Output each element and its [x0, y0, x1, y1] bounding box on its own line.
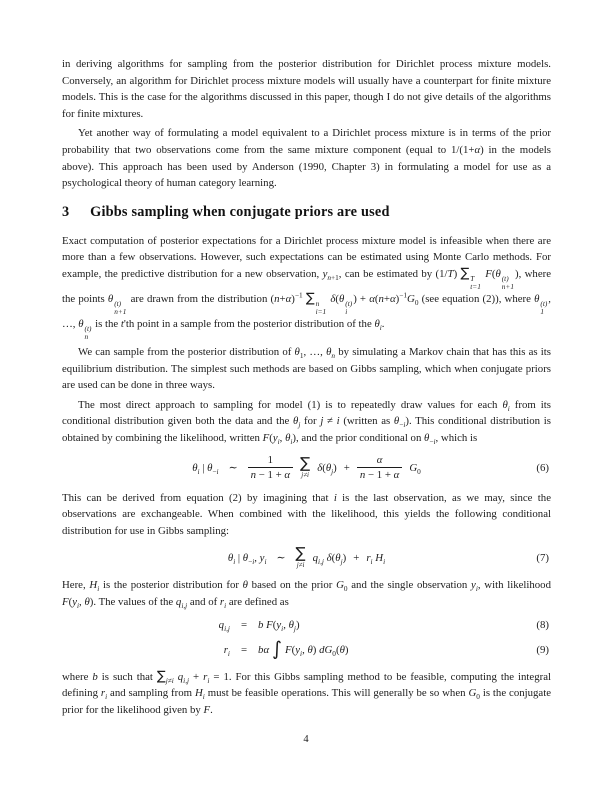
- paragraph-7: Here, $H_i$ is the posterior distribution for θ based on the prior $G_0$ and the single observation $y_i$, with likelihood $F(y_i$, θ). The values of the $q_{i,j}$ and of $r_i$ are defined as: [62, 579, 551, 611]
- page-content: [62, 56, 551, 721]
- eq6-fraction-1: $\frac{1}{n - 1 + \alpha}$: [248, 454, 293, 482]
- equation-group-8-9: [62, 619, 551, 661]
- eq9-number: (9): [536, 643, 549, 656]
- eq8-lhs: $q_{i,j}$: [218, 618, 230, 633]
- section-heading: [62, 204, 551, 221]
- integral-symbol: ∫: [272, 637, 283, 660]
- eq6-summation: ∑ j≠i: [300, 454, 311, 480]
- eq7-term-1: $q_{i,j}$ $\delta(\theta_j)$: [312, 551, 347, 567]
- section-title: Gibbs sampling when conjugate priors are used: [90, 203, 390, 220]
- eq6-lhs: $\theta_i$ | $\theta_{-i}$: [192, 461, 219, 476]
- eq8-number: (8): [536, 618, 549, 631]
- paragraph-1: in deriving algorithms for sampling from the posterior distribution for Dirichlet process mixture models. Conversely, an algorithm for Dirichlet process mixture models will usually have a counterpart for finite mixture models. This is the case for the algorithms discussed in this paper, though I do not give details of the algorithms for finite mixtures.: [62, 58, 551, 120]
- eq9-lhs: $r_i$: [223, 643, 230, 658]
- paragraph-5: The most direct approach to sampling for model (1) is to repeatedly draw values for each $\theta_i$ from its conditional distribution given both the data and the $\theta_j$ for j ≠ i (written as $\theta_{-i}$). This conditional distribution is obtained by combining the likelihood, written $F(y_i$, $\theta_i$), and the prior conditional on $\theta_{-i}$, which is: [62, 398, 552, 447]
- eq7-term-2: $r_i$ $H_i$: [366, 551, 386, 567]
- eq7-lhs: $\theta_i$ | $\theta_{-i}$, $y_i$: [227, 551, 267, 567]
- equation-8: [62, 619, 551, 631]
- eq9-rhs: bα ∫ $F(y_i$, θ) $dG_0(\theta)$: [258, 637, 349, 660]
- eq7-relation: ∼: [276, 552, 286, 565]
- paragraph-4: We can sample from the posterior distribution of $\theta_1$, …, $\theta_n$ by simulating a Markov chain that has this as its equilibrium distribution. The simplest such methods are based on Gibbs sampling, which when conjugate priors are used can be done in three ways.: [62, 346, 552, 392]
- paragraph-2: Yet another way of formulating a model equivalent to a Dirichlet process mixture is in terms of the prior probability that two observations come from the same mixture component (equal to 1/(1+α) in the models above). This approach has been used by Anderson (1990, Chapter 3) in formulating a model for use as a psychological theory of human category learning.: [62, 127, 551, 190]
- eq8-relation: =: [240, 618, 248, 631]
- eq7-summation: ∑ j≠i: [295, 544, 306, 570]
- paragraph-8: where b is such that $\sum_{j\ne i}$ $q_{i,j} + r_i = 1$. For this Gibbs sampling method to be feasible, computing the integral defining $r_i$ and sampling from $H_i$ must be feasible operations. This will generally be so when $G_0$ is the conjugate prior for the likelihood given by F.: [62, 668, 552, 716]
- eq6-term-1: $\delta(\theta_j)$: [317, 461, 337, 476]
- equation-7: [62, 546, 551, 569]
- page-number: 4: [303, 734, 309, 745]
- equation-6: [62, 454, 551, 482]
- eq7-plus: +: [353, 551, 360, 564]
- sigma-symbol: ∑: [300, 454, 311, 473]
- eq6-number: (6): [536, 461, 549, 474]
- eq6-fraction-2: $\frac{\alpha}{n - 1 + \alpha}$: [357, 454, 402, 482]
- section-number: 3: [62, 203, 70, 220]
- paragraph-3: Exact computation of posterior expectations for a Dirichlet process mixture model is infeasible when there are more than a few observations. However, such expectations can be estimated using Monte Carlo methods. For example, the predictive distribution for a new observation, $y_{n+1}$, can be estimated by (1/T) ∑ T t=1 F(θ (t) n+1 ), where the points θ (t) n+1 are drawn from the distribution $(n+\alpha)^{-1}$ ∑ n i=1 δ(θ (t) i ) + $\alpha(n+\alpha)^{-1}G_0$ (see equation (2)), where θ (t) 1 , …, θ (t) n is the t'th point in a sample from the posterior distribution of the $\theta_i$.: [62, 234, 551, 342]
- eq8-rhs: b $F(y_i$, $\theta_j$): [258, 618, 300, 633]
- sigma-symbol: ∑: [295, 544, 306, 563]
- eq9-relation: =: [240, 643, 248, 656]
- eq6-relation: ∼: [228, 462, 238, 475]
- equation-9: [62, 639, 551, 661]
- eq7-number: (7): [536, 551, 549, 564]
- eq6-plus: +: [343, 461, 350, 474]
- paragraph-6: This can be derived from equation (2) by imagining that i is the last observation, as we may, since the observations are exchangeable. When combined with the likelihood, this yields the following conditional distribution for use in Gibbs sampling:: [62, 491, 551, 537]
- eq6-term-2: $G_0$: [409, 461, 421, 476]
